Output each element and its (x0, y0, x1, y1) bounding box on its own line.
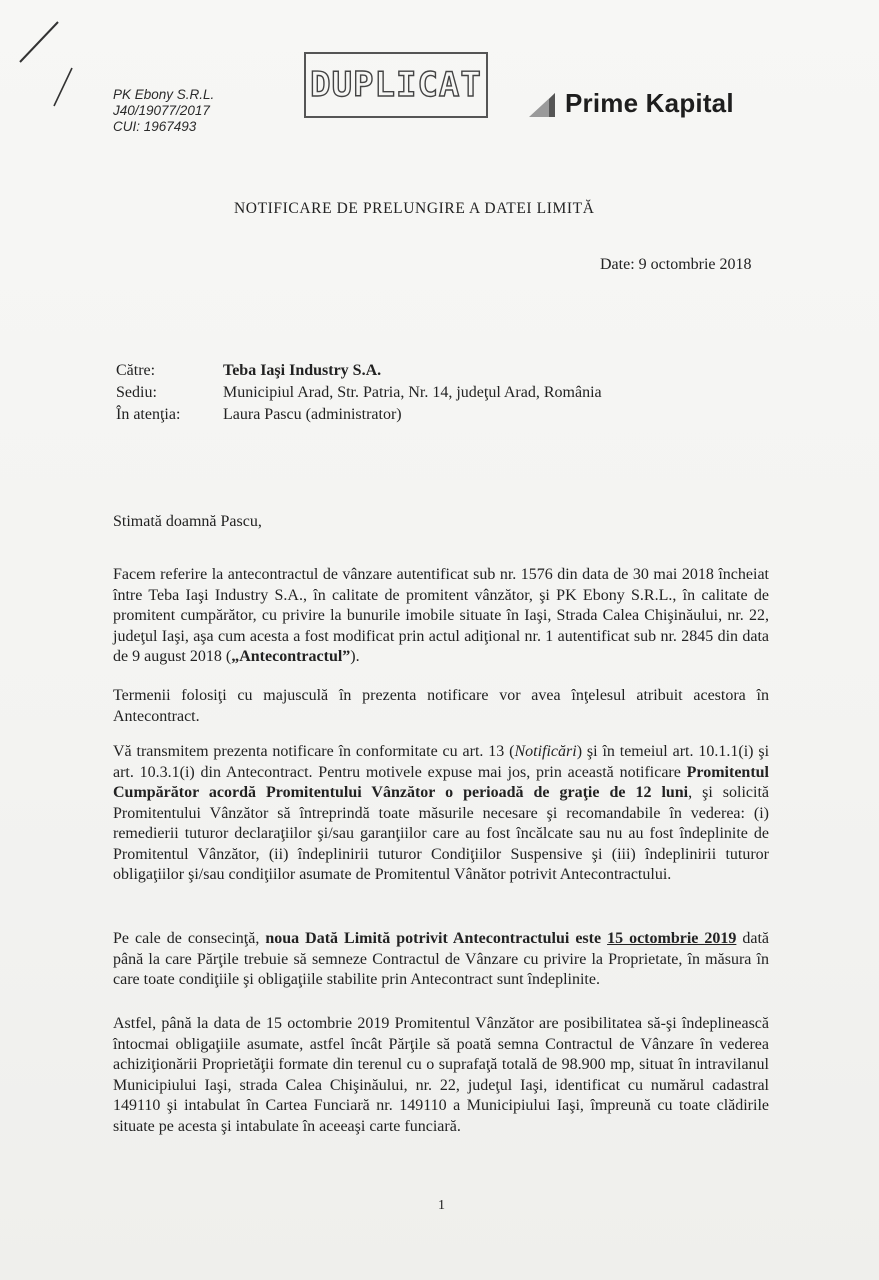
prime-kapital-logo (527, 88, 734, 119)
p4-deadline-date: 15 octombrie 2019 (607, 930, 737, 947)
seat-value: Municipiul Arad, Str. Patria, Nr. 14, judeţul Arad, România (223, 384, 602, 401)
page-number: 1 (438, 1198, 445, 1213)
recipient-attention-row (116, 404, 602, 426)
company-info (113, 87, 214, 135)
document-date: Date: 9 octombrie 2018 (600, 256, 752, 273)
paragraph-notification (113, 742, 769, 886)
stamp-text: DUPLICAT (310, 65, 482, 105)
p1-defined-term: „Antecontractul” (231, 648, 351, 665)
company-cui: CUI: 1967493 (113, 119, 197, 134)
p3-bold: Promitentul Cumpărător acordă Promitentului Vânzător o perioadă de graţie de 12 luni (113, 763, 769, 801)
document-title: NOTIFICARE DE PRELUNGIRE A DATEI LIMITĂ (234, 200, 595, 217)
duplicat-stamp (304, 52, 488, 118)
seat-label: Sediu: (116, 384, 157, 401)
p4-bold: noua Dată Limită potrivit Antecontractului este (265, 930, 608, 947)
p4-b: dată până la care Părţile trebuie să semneze Contractul de Vânzare cu privire la Proprietate, în măsura în care toate condiţiile şi obligaţiile stabilite prin Antecontract sunt îndeplinite. (113, 930, 770, 988)
pen-mark-icon (18, 18, 78, 118)
paragraph-reference (113, 565, 769, 668)
company-registration: J40/19077/2017 (113, 103, 210, 118)
p3-a: Vă transmitem prezenta notificare în conformitate cu art. 13 ( (113, 743, 515, 760)
p3-b: ) şi în temeiul art. 10.1.1(i) şi art. 10.3.1(i) din Antecontract. Pentru motivele expuse mai jos, prin această notificare (113, 743, 770, 781)
logo-text: Prime Kapital (565, 88, 734, 118)
recipient-seat-row (116, 382, 602, 404)
recipient-block (116, 360, 602, 426)
p3-italic: Notificări (514, 743, 577, 760)
p1-text: Facem referire la antecontractul de vânzare autentificat sub nr. 1576 din data de 30 mai 2018 încheiat între Teba Iaşi Industry S.A., în calitate de promitent vânzător, şi PK Ebony S.R.L., în calitate de promitent cumpărător, cu privire la bunurile imobile situate în Iaşi, Strada Calea Chişinăului, nr. 22, judeţul Iaşi, aşa cum acesta a fost modificat prin actul adiţional nr. 1 autentificat sub nr. 2845 din data de 9 august 2018 ( (113, 566, 769, 665)
attention-label: În atenţia: (116, 406, 181, 423)
paragraph-property: Astfel, până la data de 15 octombrie 2019 Promitentul Vânzător are posibilitatea să-şi îndeplinească întocmai obligaţiile asumate, astfel încât Părţile să poată semna Contractul de Vânzare în vederea achiziţionării Proprietăţii formate din terenul cu o suprafaţă totală de 98.900 mp, situat în intravilanul Municipiului Iaşi, strada Calea Chişinăului, nr. 22, judeţul Iaşi, identificat cu numărul cadastral 149110 şi intabulat în Cartea Funciară nr. 149110 a Municipiului Iaşi, împreună cu toate clădirile situate pe acesta şi intabulate în aceeaşi carte funciară. (113, 1015, 769, 1135)
paragraph-new-deadline (113, 929, 769, 991)
attention-value: Laura Pascu (administrator) (223, 406, 402, 423)
p3-c: , şi solicită Promitentului Vânzător să întreprindă toate măsurile necesare şi recomandabile în vederea: (i) remedierii tuturor declaraţiilor şi/sau garanţiilor care au fost încălcate sau nu au fost îndeplinite de Promitentul Vânzător, (ii) îndeplinirii tuturor Condiţiilor Suspensive şi (iii) îndeplinirii tuturor obligaţiilor şi/sau condiţiilor asumate de Promitentul Vânător potrivit Antecontractului. (113, 784, 769, 883)
recipient-to-row (116, 360, 602, 382)
to-label: Către: (116, 362, 156, 379)
p1-end: ). (350, 648, 360, 665)
logo-mark-icon (527, 89, 557, 119)
salutation: Stimată doamnă Pascu, (113, 513, 262, 530)
company-name: PK Ebony S.R.L. (113, 87, 215, 102)
to-value: Teba Iaşi Industry S.A. (223, 362, 382, 379)
p4-a: Pe cale de consecinţă, (113, 930, 266, 947)
paragraph-terms: Termenii folosiţi cu majusculă în prezenta notificare vor avea înţelesul atribuit acestora în Antecontract. (113, 687, 769, 725)
